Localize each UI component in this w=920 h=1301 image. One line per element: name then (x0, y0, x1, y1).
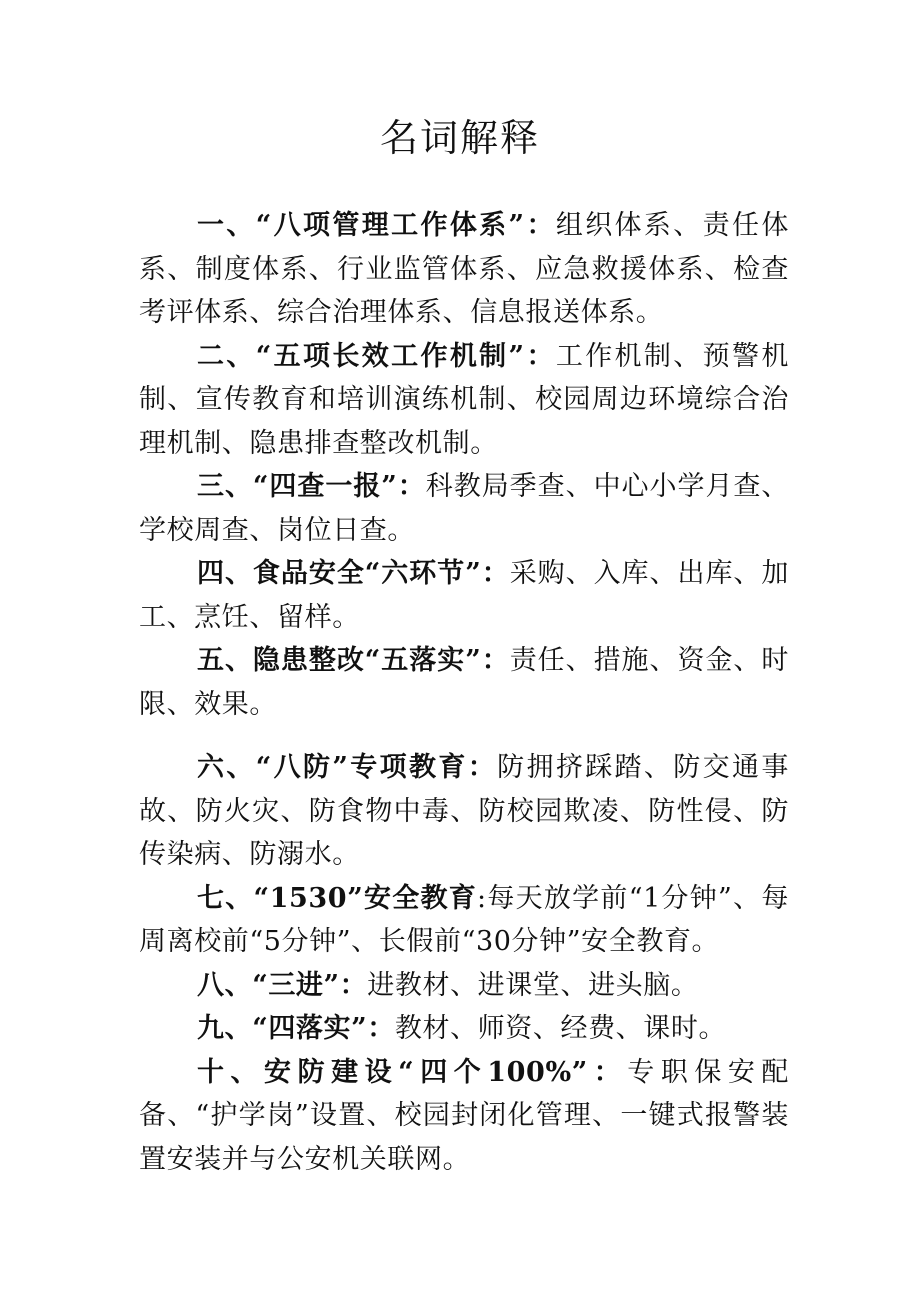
term-item-6 (139, 746, 789, 877)
term-definition: 教材、师资、经费、课时。 (394, 1013, 727, 1044)
term-definition: 科教局季查、中心小学月查、学校周查、岗位日查。 (139, 471, 789, 546)
term-heading: 一、“八项管理工作体系”： (197, 210, 556, 241)
term-item-3 (139, 465, 789, 552)
term-definition: :每天放学前“1分钟”、每周离校前“5分钟”、长假前“30分钟”安全教育。 (139, 882, 789, 957)
term-heading: 十、安防建设“四个100%”： (197, 1056, 628, 1088)
term-definition: 采购、入库、出库、加工、烹饪、留样。 (139, 558, 790, 633)
term-definition: 责任、措施、资金、时限、效果。 (139, 645, 790, 720)
term-heading: 九、“四落实”： (197, 1013, 395, 1044)
term-heading: 四、食品安全“六环节”： (197, 558, 510, 589)
term-item-8 (139, 964, 789, 1008)
term-heading: 七、“1530”安全教育 (197, 882, 478, 914)
term-definition: 组织体系、责任体系、制度体系、行业监管体系、应急救援体系、检查考评体系、综合治理体系、信息报送体系。 (139, 210, 789, 328)
term-definition: 专职保安配备、“护学岗”设置、校园封闭化管理、一键式报警装置安装并与公安机关联网。 (139, 1056, 790, 1175)
term-definition: 防拥挤踩踏、防交通事故、防火灾、防食物中毒、防校园欺凌、防性侵、防传染病、防溺水。 (139, 752, 789, 870)
term-item-5 (139, 639, 789, 726)
term-list (139, 204, 789, 1181)
term-definition: 进教材、进课堂、进头脑。 (367, 969, 699, 1001)
term-item-1 (139, 204, 789, 335)
term-heading: 八、“三进”： (197, 969, 368, 1001)
term-heading: 五、隐患整改“五落实”： (197, 645, 510, 676)
term-heading: 六、“八防”专项教育： (197, 752, 498, 783)
term-item-2 (139, 335, 789, 466)
term-item-7 (139, 877, 789, 964)
term-item-9 (139, 1007, 789, 1051)
term-heading: 三、“四查一报”： (197, 471, 426, 502)
term-heading: 二、“五项长效工作机制”： (197, 340, 556, 372)
page-title: 名词解释 (379, 116, 540, 160)
term-item-4 (139, 552, 789, 639)
term-definition: 工作机制、预警机制、宣传教育和培训演练机制、校园周边环境综合治理机制、隐患排查整改机制。 (139, 340, 789, 459)
term-item-10 (139, 1051, 789, 1182)
